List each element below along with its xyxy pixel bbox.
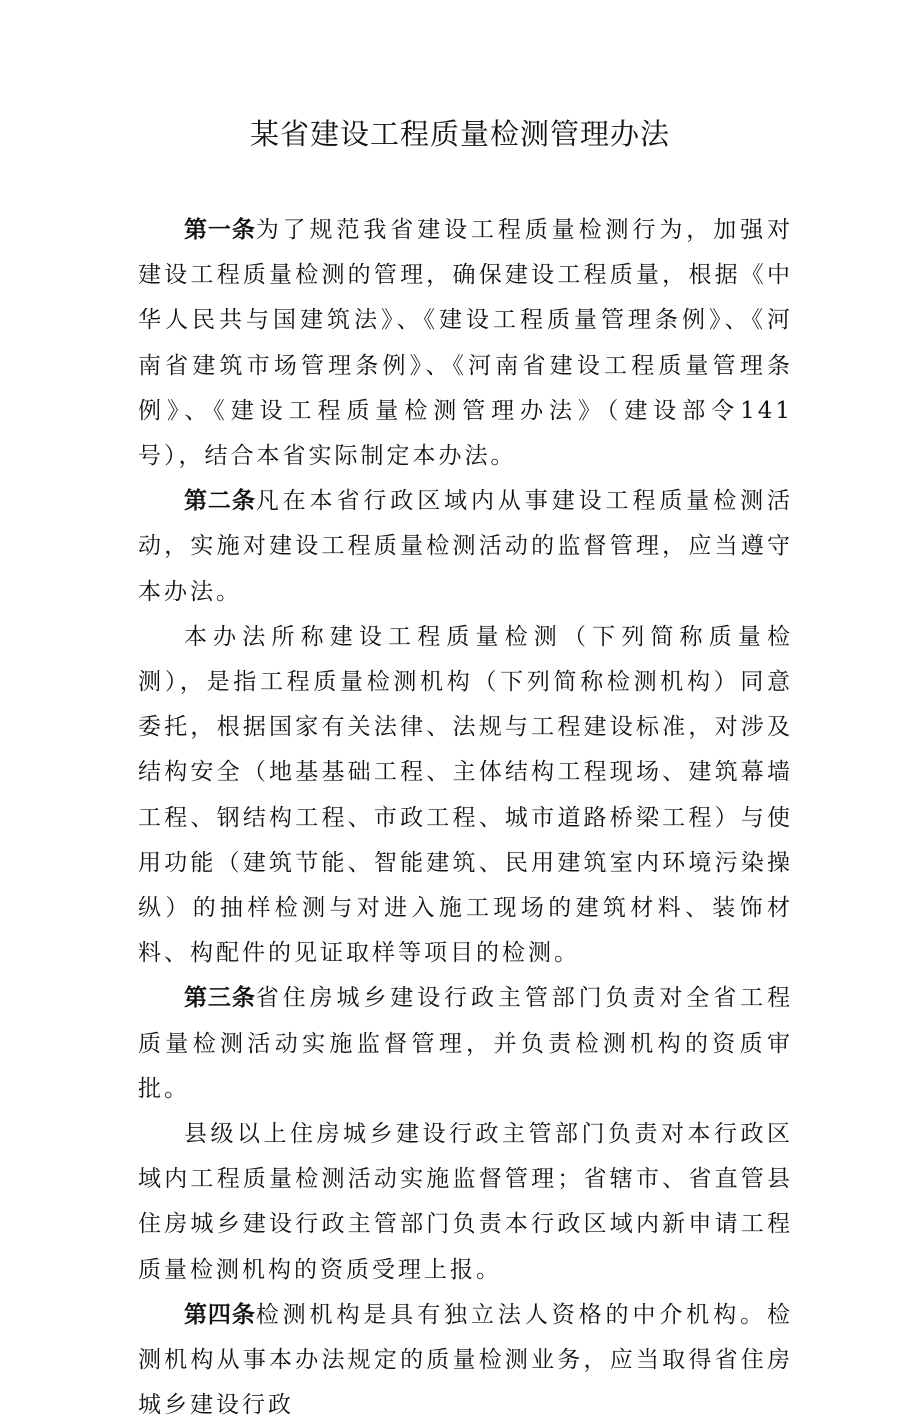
article-3-county-text: 县级以上住房城乡建设行政主管部门负责对本行政区域内工程质量检测活动实施监督管理；省辖市、省直管县住房城乡建设行政主管部门负责本行政区域内新申请工程质量检测机构的资质受理上报。 <box>138 1121 793 1283</box>
article-3-county-paragraph <box>138 1112 793 1293</box>
article-4-label: 第四条 <box>184 1301 256 1328</box>
document-title: 某省建设工程质量检测管理办法 <box>249 117 670 151</box>
article-2-text: 凡在本省行政区域内从事建设工程质量检测活动，实施对建设工程质量检测活动的监督管理，应当遵守本办法。 <box>138 488 794 605</box>
article-4-paragraph <box>138 1293 793 1428</box>
article-2-definition-paragraph <box>138 615 793 977</box>
document-body <box>138 208 793 1428</box>
article-3-paragraph <box>138 976 793 1112</box>
article-3-text: 省住房城乡建设行政主管部门负责对全省工程质量检测活动实施监督管理，并负责检测机构的资质审批。 <box>138 985 794 1102</box>
article-2-paragraph <box>138 479 793 615</box>
article-1-paragraph <box>138 208 793 479</box>
article-3-label: 第三条 <box>184 985 256 1012</box>
article-1-text: 为了规范我省建设工程质量检测行为，加强对建设工程质量检测的管理，确保建设工程质量，根据《中华人民共与国建筑法》、《建设工程质量管理条例》、《河南省建筑市场管理条例》、《河南省建设工程质量管理条例》、《建设工程质量检测管理办法》（建设部令141号），结合本省实际制定本办法。 <box>138 217 794 470</box>
article-2-definition-text: 本办法所称建设工程质量检测（下列简称质量检测），是指工程质量检测机构（下列简称检测机构）同意委托，根据国家有关法律、法规与工程建设标准，对涉及结构安全（地基基础工程、主体结构工程现场、建筑幕墙工程、钢结构工程、市政工程、城市道路桥梁工程）与使用功能（建筑节能、智能建筑、民用建筑室内环境污染操纵）的抽样检测与对进入施工现场的建筑材料、装饰材料、构配件的见证取样等项目的检测。 <box>138 623 793 967</box>
article-2-label: 第二条 <box>184 488 256 515</box>
article-4-text: 检测机构是具有独立法人资格的中介机构。检测机构从事本办法规定的质量检测业务，应当取得省住房城乡建设行政 <box>138 1301 794 1419</box>
article-1-label: 第一条 <box>184 217 256 243</box>
